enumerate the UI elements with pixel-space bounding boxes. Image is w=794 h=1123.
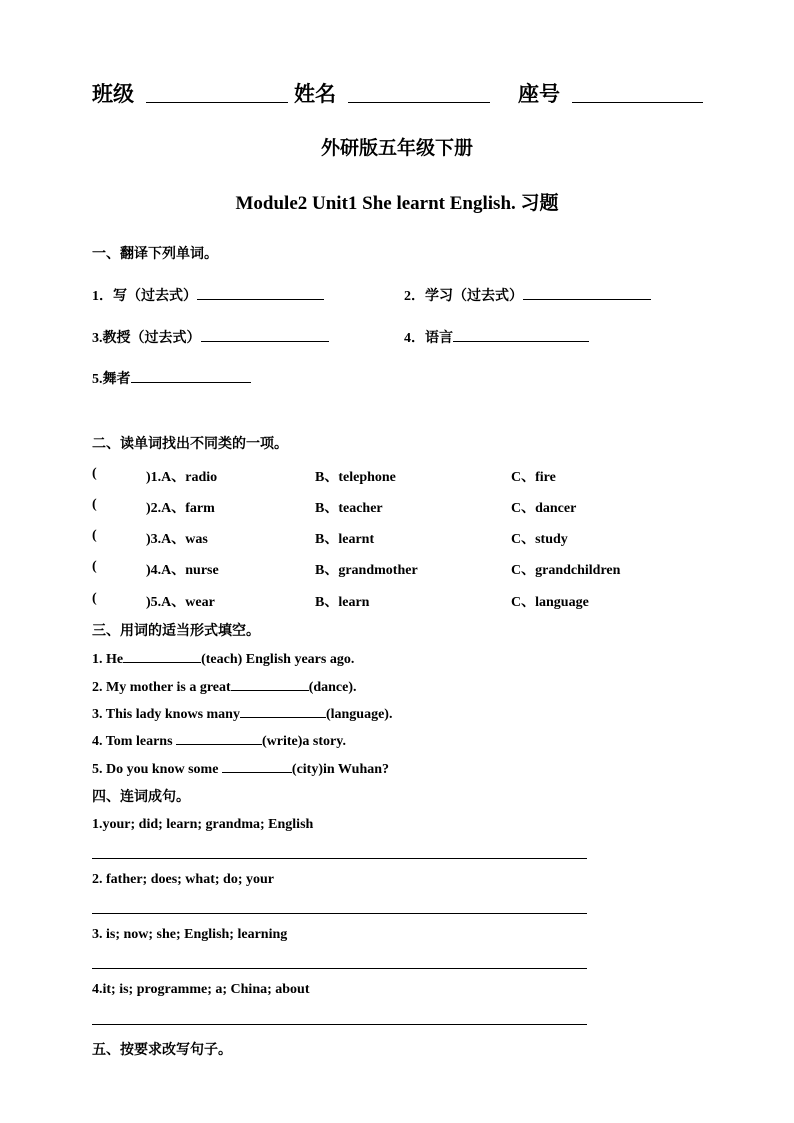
- s2-row-4-a: )4.A、nurse: [146, 563, 219, 578]
- page-subtitle: Module2 Unit1 She learnt English. 习题: [235, 193, 559, 214]
- s3-item-1-post: (teach) English years ago.: [201, 652, 355, 667]
- s2-row-3-paren[interactable]: (: [92, 528, 97, 543]
- s4-answer-line-2[interactable]: [92, 913, 587, 914]
- s3-item-4-post: (write)a story.: [262, 734, 346, 749]
- section5-heading: 五、按要求改写句子。: [92, 1043, 232, 1058]
- s4-item-1: 1.your; did; learn; grandma; English: [92, 817, 314, 832]
- s2-row-1-b: B、telephone: [315, 470, 396, 485]
- section1-heading: 一、翻译下列单词。: [92, 247, 218, 262]
- s1-item-1-text: 1．写（过去式）: [92, 289, 197, 304]
- s3-item-1-blank[interactable]: [123, 648, 201, 663]
- s4-answer-line-1[interactable]: [92, 858, 587, 859]
- s2-row-5-c: C、language: [511, 595, 589, 610]
- name-label: 姓名: [294, 82, 336, 106]
- s4-answer-line-4[interactable]: [92, 1024, 587, 1025]
- s2-row-1-c: C、fire: [511, 470, 556, 485]
- s1-item-2-blank[interactable]: [523, 285, 651, 300]
- s3-item-2-pre: 2. My mother is a great: [92, 680, 231, 695]
- s2-row-1-a: )1.A、radio: [146, 470, 218, 485]
- s2-row-2-c: C、dancer: [511, 501, 577, 516]
- s4-item-2: 2. father; does; what; do; your: [92, 872, 274, 887]
- section3-heading: 三、用词的适当形式填空。: [92, 624, 260, 639]
- s2-row-2-b: B、teacher: [315, 501, 383, 516]
- seat-label: 座号: [518, 82, 560, 106]
- s2-row-5-paren[interactable]: (: [92, 591, 97, 606]
- s2-row-4-paren[interactable]: (: [92, 559, 97, 574]
- s3-item-2-post: (dance).: [308, 680, 357, 695]
- s3-item-3-blank[interactable]: [240, 703, 326, 718]
- page-title: 外研版五年级下册: [320, 138, 473, 159]
- s1-item-2: [404, 285, 651, 305]
- s3-item-1-pre: 1. He: [92, 652, 124, 667]
- s3-item-5-pre: 5. Do you know some: [92, 762, 222, 777]
- s3-item-5: [92, 758, 389, 778]
- name-blank[interactable]: [348, 102, 490, 103]
- s4-item-3: 3. is; now; she; English; learning: [92, 927, 288, 942]
- s1-item-3: [92, 327, 329, 347]
- s2-row-4-c: C、grandchildren: [511, 563, 621, 578]
- s2-row-5-b: B、learn: [315, 595, 370, 610]
- s2-row-1-paren[interactable]: (: [92, 466, 97, 481]
- s1-item-1-blank[interactable]: [197, 285, 324, 300]
- s3-item-3: [92, 703, 392, 723]
- s1-item-4-blank[interactable]: [453, 327, 589, 342]
- s1-item-3-blank[interactable]: [201, 327, 329, 342]
- s2-row-3-a: )3.A、was: [146, 532, 208, 547]
- s1-item-5-text: 5.舞者: [92, 372, 131, 387]
- s2-row-3-c: C、study: [511, 532, 568, 547]
- s3-item-4: [92, 730, 346, 750]
- s3-item-5-blank[interactable]: [222, 758, 292, 773]
- s1-item-4: [404, 327, 589, 347]
- section4-heading: 四、连词成句。: [92, 790, 190, 805]
- s2-row-2-paren[interactable]: (: [92, 497, 97, 512]
- s4-answer-line-3[interactable]: [92, 968, 587, 969]
- s3-item-2-blank[interactable]: [231, 676, 309, 691]
- s1-item-4-text: 4．语言: [404, 331, 453, 346]
- s3-item-4-blank[interactable]: [176, 730, 262, 745]
- s1-item-2-text: 2．学习（过去式）: [404, 289, 523, 304]
- s2-row-3-b: B、learnt: [315, 532, 375, 547]
- section2-heading: 二、读单词找出不同类的一项。: [92, 437, 288, 452]
- s4-item-4: 4.it; is; programme; a; China; about: [92, 982, 310, 997]
- s2-row-2-a: )2.A、farm: [146, 501, 215, 516]
- s3-item-3-post: (language).: [325, 707, 393, 722]
- s1-item-3-text: 3.教授（过去式）: [92, 331, 201, 346]
- class-blank[interactable]: [146, 102, 288, 103]
- s1-item-1: [92, 285, 324, 305]
- s2-row-5-a: )5.A、wear: [146, 595, 215, 610]
- s3-item-5-post: (city)in Wuhan?: [291, 762, 390, 777]
- s3-item-1: [92, 648, 354, 668]
- s3-item-2: [92, 676, 357, 696]
- class-label: 班级: [92, 82, 134, 106]
- seat-blank[interactable]: [572, 102, 703, 103]
- s2-row-4-b: B、grandmother: [315, 563, 418, 578]
- s1-item-5-blank[interactable]: [131, 368, 251, 383]
- s3-item-4-pre: 4. Tom learns: [92, 734, 177, 749]
- s3-item-3-pre: 3. This lady knows many: [92, 707, 240, 722]
- s1-item-5: [92, 368, 251, 388]
